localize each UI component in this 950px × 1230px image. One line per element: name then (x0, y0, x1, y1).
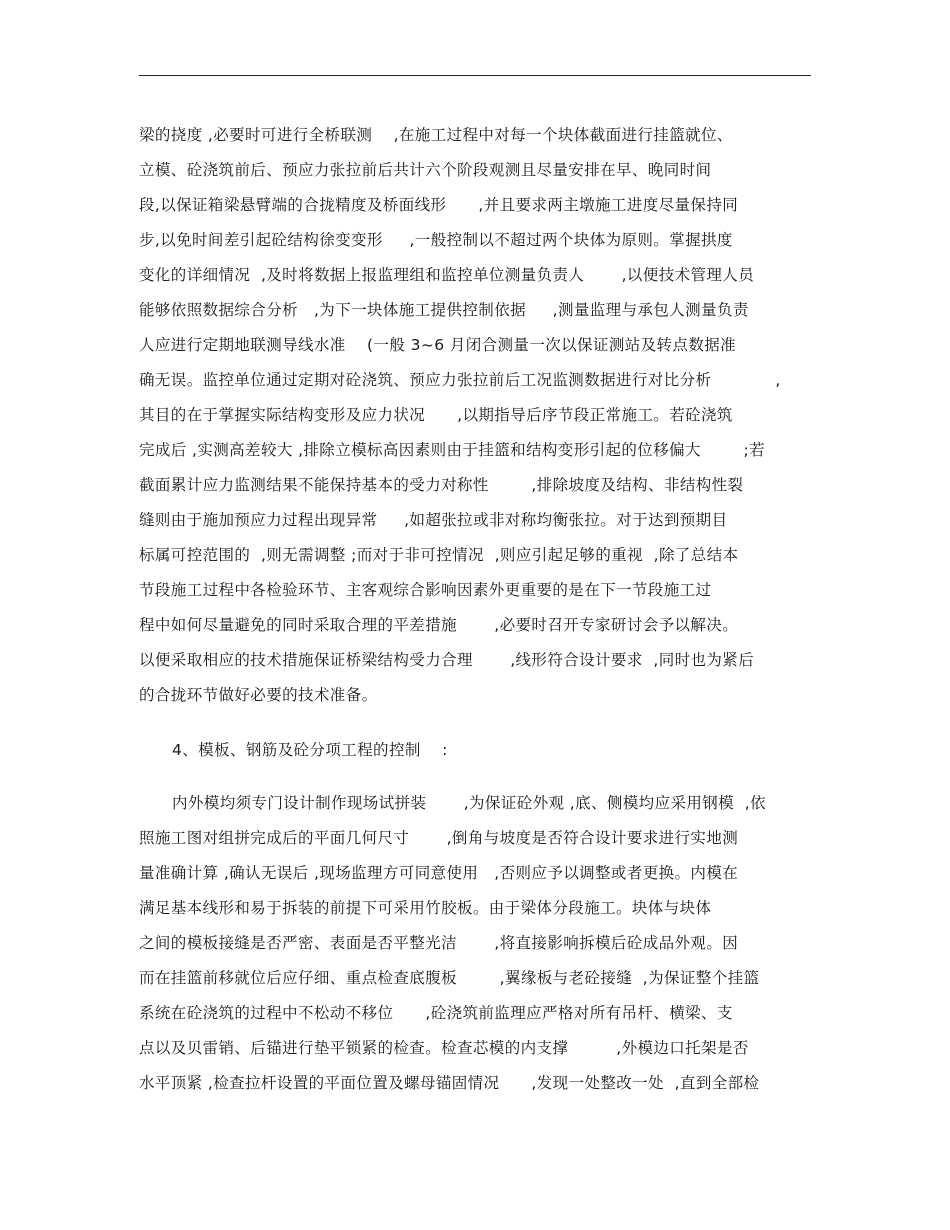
paragraph-2-line: 水平顶紧 ,检查拉杆设置的平面位置及螺母锚固情况 ,发现一处整改一处 ,直到全部检 (139, 1074, 760, 1092)
paragraph-2-line: 内外模均须专门设计制作现场试拼装 ,为保证砼外观 ,底、侧模均应采用钢模 ,依 (172, 794, 766, 812)
paragraph-1-line: 段,以保证箱梁悬臂端的合拢精度及桥面线形 ,并且要求两主墩施工进度尽量保持同 (139, 196, 739, 214)
paragraph-1-line: 梁的挠度 ,必要时可进行全桥联测 ,在施工过程中对每一个块体截面进行挂篮就位、 (139, 126, 733, 144)
paragraph-1-line: 变化的详细情况 ,及时将数据上报监理组和监控单位测量负责人 ,以便技术管理人员 (139, 266, 755, 284)
paragraph-2-line: 点以及贝雷销、后锚进行垫平锁紧的检查。检查芯模的内支撑 ,外模边口托架是否 (139, 1039, 749, 1057)
paragraph-2-line: 之间的模板接缝是否严密、表面是否平整光洁 ,将直接影响拆模后砼成品外观。因 (139, 934, 739, 952)
paragraph-1-line: 截面累计应力监测结果不能保持基本的受力对称性 ,排除坡度及结构、非结构性裂 (139, 476, 744, 494)
paragraph-1-line: 以便采取相应的技术措施保证桥梁结构受力合理 ,线形符合设计要求 ,同时也为紧后 (139, 651, 755, 669)
paragraph-1-line: 能够依照数据综合分析 ,为下一块体施工提供控制依据 ,测量监理与承包人测量负责 (139, 301, 749, 319)
paragraph-1-line: 标属可控范围的 ,则无需调整 ;而对于非可控情况 ,则应引起足够的重视 ,除了总结本 (139, 546, 739, 564)
paragraph-2-line: 满足基本线形和易于拆装的前提下可采用竹胶板。由于梁体分段施工。块体与块体 (139, 899, 712, 917)
paragraph-1-line: 的合拢环节做好必要的技术准备。 (139, 686, 378, 704)
paragraph-1-line: 人应进行定期地联测导线水准 (一般 3~6 月闭合测量一次以保证测站及转点数据准 (139, 336, 737, 354)
header-rule (139, 75, 811, 76)
paragraph-1-line: 步,以免时间差引起砼结构徐变变形 ,一般控制以不超过两个块体为原则。掌握拱度 (139, 231, 733, 249)
paragraph-1-line: 立模、砼浇筑前后、预应力张拉前后共计六个阶段观测且尽量安排在早、晚同时间 (139, 161, 712, 179)
paragraph-1-line: 节段施工过程中各检验环节、主客观综合影响因素外更重要的是在下一节段施工过 (139, 581, 712, 599)
paragraph-1-line: 完成后 ,实测高差较大 ,排除立模标高因素则由于挂篮和结构变形引起的位移偏大 ;若 (139, 441, 766, 459)
paragraph-2-line: 照施工图对组拼完成后的平面几何尺寸 ,倒角与坡度是否符合设计要求进行实地测 (139, 829, 739, 847)
section-heading: 4、模板、钢筋及砼分项工程的控制 : (172, 741, 448, 759)
paragraph-1-line: 其目的在于掌握实际结构变形及应力状况 ,以期指导后序节段正常施工。若砼浇筑 (139, 406, 733, 424)
paragraph-1-line: 确无误。监控单位通过定期对砼浇筑、预应力张拉前后工况监测数据进行对比分析 , (139, 371, 781, 389)
paragraph-2-line: 而在挂篮前移就位后应仔细、重点检查底腹板 ,翼缘板与老砼接缝 ,为保证整个挂篮 (139, 969, 760, 987)
paragraph-2-line: 系统在砼浇筑的过程中不松动不移位 ,砼浇筑前监理应严格对所有吊杆、横梁、支 (139, 1004, 733, 1022)
paragraph-1-line: 程中如何尽量避免的同时采取合理的平差措施 ,必要时召开专家研讨会予以解决。 (139, 616, 739, 634)
paragraph-1-line: 缝则由于施加预应力过程出现异常 ,如超张拉或非对称均衡张拉。对于达到预期目 (139, 511, 728, 529)
paragraph-2-line: 量准确计算 ,确认无误后 ,现场监理方可同意使用 ,否则应予以调整或者更换。内模在 (139, 864, 739, 882)
